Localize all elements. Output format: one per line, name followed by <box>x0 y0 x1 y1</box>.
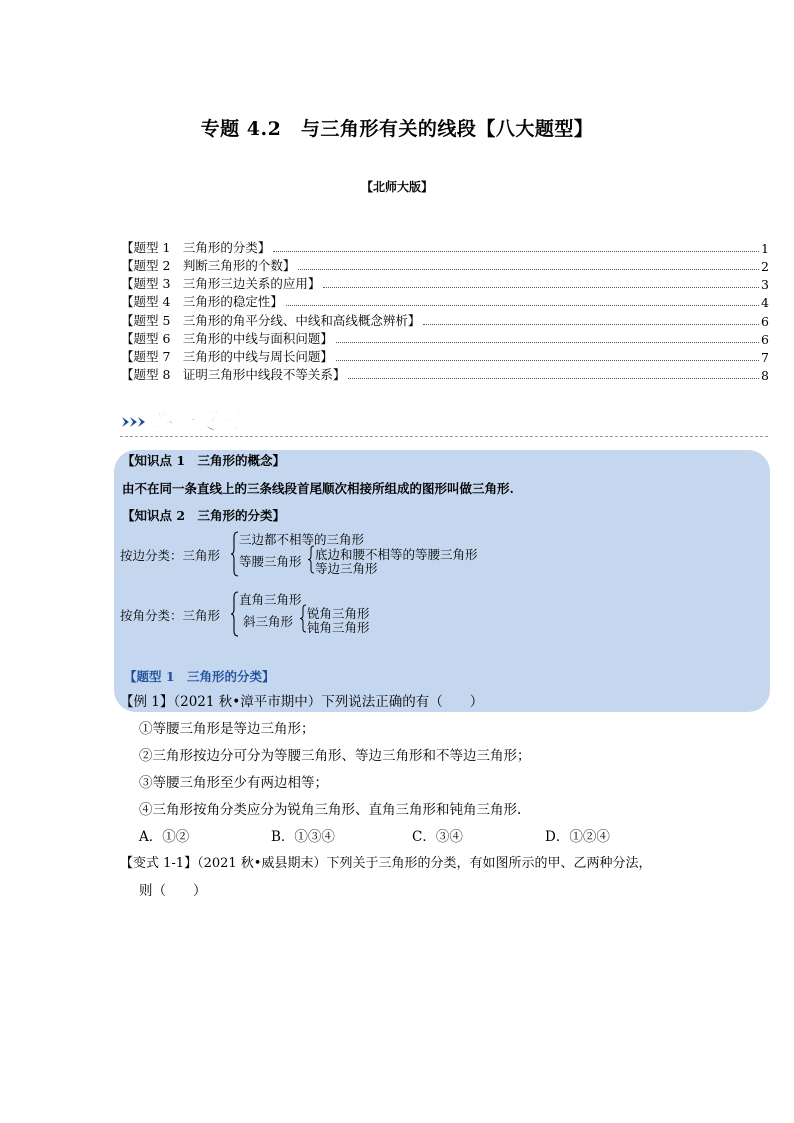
banner-arrows-icon <box>122 417 145 427</box>
toc-page: 6 <box>761 332 769 347</box>
toc-label: 【题型 7 三角形的中线与周长问题】 <box>121 349 333 364</box>
scalene-triangle: 三边都不相等的三角形 <box>239 532 365 547</box>
toc-page: 2 <box>761 259 769 274</box>
variant-1-1-answer-blank: 则（ ） <box>139 883 207 899</box>
toc-entry-2[interactable] <box>121 256 769 274</box>
toc-entry-3[interactable] <box>121 274 769 292</box>
statement-2: ②三角形按边分可分为等腰三角形、等边三角形和不等边三角形； <box>139 748 531 764</box>
isosceles-triangle: 等腰三角形 <box>239 554 302 569</box>
toc-leader <box>323 287 759 288</box>
toc-leader <box>336 342 759 343</box>
toc-leader <box>336 360 759 361</box>
toc-label: 【题型 6 三角形的中线与面积问题】 <box>121 331 333 346</box>
example-1-stem: 【例 1】（2021 秋•漳平市期中）下列说法正确的有（ ） <box>120 694 484 710</box>
toc-entry-5[interactable] <box>121 311 769 329</box>
knowledge-point-1-title: 【知识点 1 三角形的概念】 <box>122 453 286 468</box>
knowledge-point-2-title: 【知识点 2 三角形的分类】 <box>122 508 286 523</box>
toc-leader <box>273 251 759 252</box>
toc-page: 1 <box>761 241 769 256</box>
toc-entry-1[interactable] <box>121 238 769 256</box>
obtuse-triangle: 钝角三角形 <box>307 620 370 635</box>
brace-icon <box>308 545 315 574</box>
toc-entry-4[interactable] <box>121 292 769 310</box>
statement-1: ①等腰三角形是等边三角形； <box>139 721 315 737</box>
banner-text: 举一反三 <box>150 410 239 435</box>
type-1-heading: 【题型 1 三角形的分类】 <box>124 669 275 684</box>
by-side-label: 按边分类：三角形 <box>120 548 221 563</box>
toc-entry-7[interactable] <box>121 347 769 365</box>
equilateral-triangle: 等边三角形 <box>315 561 378 576</box>
page-title: 专题 4.2 与三角形有关的线段【八大题型】 <box>200 118 594 140</box>
section-banner <box>120 405 260 435</box>
toc-label: 【题型 2 判断三角形的个数】 <box>121 258 296 273</box>
brace-icon <box>231 531 239 577</box>
option-a[interactable]: A．①② <box>139 829 190 845</box>
brace-icon <box>231 591 239 637</box>
toc-label: 【题型 3 三角形三边关系的应用】 <box>121 276 321 291</box>
acute-triangle: 锐角三角形 <box>307 606 370 621</box>
statement-3: ③等腰三角形至少有两边相等； <box>139 775 328 791</box>
brace-icon <box>300 604 307 633</box>
toc-page: 4 <box>761 295 769 310</box>
toc-leader <box>348 378 759 379</box>
toc-label: 【题型 5 三角形的角平分线、中线和高线概念辨析】 <box>121 313 421 328</box>
right-triangle: 直角三角形 <box>239 592 302 607</box>
oblique-triangle: 斜三角形 <box>243 614 294 629</box>
toc-leader <box>286 305 759 306</box>
toc-page: 8 <box>761 368 769 383</box>
toc-entry-6[interactable] <box>121 329 769 347</box>
variant-1-1-stem: 【变式 1-1】（2021 秋•威县期末）下列关于三角形的分类，有如图所示的甲、乙两种分法， <box>120 856 652 871</box>
toc-label: 【题型 1 三角形的分类】 <box>121 240 271 255</box>
non-equilateral-isosceles-triangle: 底边和腰不相等的等腰三角形 <box>315 547 478 562</box>
toc-page: 7 <box>761 350 769 365</box>
knowledge-point-1-text: 由不在同一条直线上的三条线段首尾顺次相接所组成的图形叫做三角形. <box>122 481 514 496</box>
toc-leader <box>423 324 759 325</box>
edition-label: 【北师大版】 <box>360 180 433 194</box>
section-divider <box>120 436 768 437</box>
toc-leader <box>298 269 759 270</box>
option-b[interactable]: B．①③④ <box>271 829 335 845</box>
option-d[interactable]: D．①②④ <box>545 829 610 845</box>
by-angle-label: 按角分类：三角形 <box>120 608 221 623</box>
option-c[interactable]: C．③④ <box>412 829 463 845</box>
toc-entry-8[interactable] <box>121 365 769 383</box>
toc-page: 3 <box>761 277 769 292</box>
toc-label: 【题型 8 证明三角形中线段不等关系】 <box>121 367 346 382</box>
statement-4: ④三角形按角分类应分为锐角三角形、直角三角形和钝角三角形. <box>139 802 522 818</box>
toc-label: 【题型 4 三角形的稳定性】 <box>121 294 283 309</box>
toc-page: 6 <box>761 314 769 329</box>
